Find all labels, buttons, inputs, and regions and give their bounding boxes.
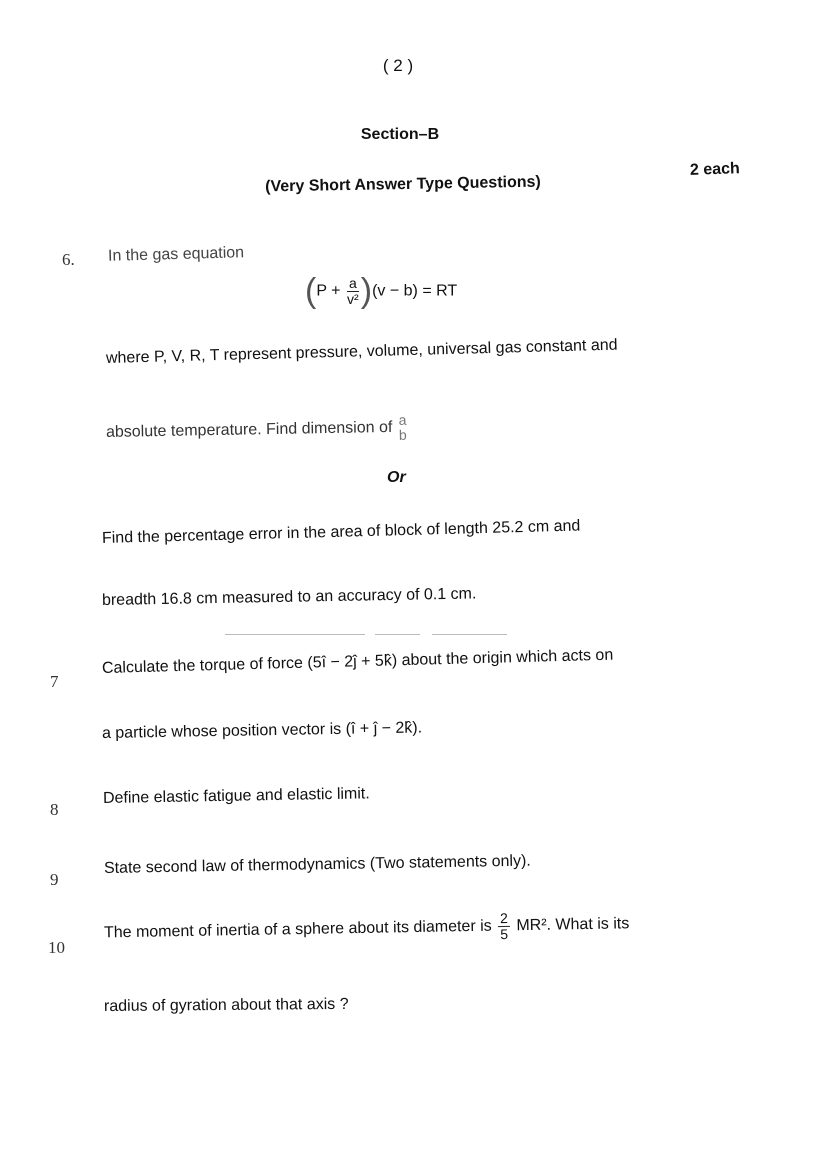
question-text: State second law of thermodynamics (Two statements only). [103, 852, 531, 877]
question-number: 6. [62, 250, 75, 269]
text: absolute temperature. Find dimension of [105, 418, 393, 441]
denominator: 5 [500, 925, 509, 942]
denominator: v² [347, 291, 359, 307]
question-text: Define elastic fatigue and elastic limit. [102, 785, 370, 807]
numerator: a [348, 275, 357, 292]
divider [432, 634, 507, 635]
section-title: Section–B [360, 126, 440, 143]
denominator: b [398, 426, 407, 443]
or-label: Or [387, 469, 406, 486]
fraction [347, 276, 359, 306]
numerator: a [398, 411, 407, 428]
question-text: Calculate the torque of force (5î − 2ĵ + 5k̂) about the origin which acts on [101, 646, 614, 677]
equation-term: (v − b) = RT [372, 282, 458, 300]
question-text: a particle whose position vector is (î + ĵ − 2k̂). [101, 719, 423, 742]
numerator: 2 [498, 911, 510, 927]
question-number: 9 [50, 870, 59, 889]
question-text: where P, V, R, T represent pressure, volume, universal gas constant and [105, 336, 618, 367]
question-text: breadth 16.8 cm measured to an accuracy of 0.1 cm. [101, 585, 477, 609]
question-text [104, 909, 630, 949]
section-subtitle: (Very Short Answer Type Questions) [265, 173, 541, 196]
question-text: Find the percentage error in the area of block of length 25.2 cm and [101, 517, 581, 547]
page-number: ( 2 ) [382, 56, 414, 75]
question-number: 8 [50, 800, 59, 819]
question-number: 10 [48, 938, 65, 957]
divider [375, 634, 420, 635]
paren: ) [360, 272, 373, 310]
equation-term: P + [316, 282, 341, 300]
text: The moment of inertia of a sphere about its diameter is [103, 917, 492, 942]
fraction [399, 413, 407, 443]
question-text: In the gas equation [107, 244, 245, 265]
question-number: 7 [50, 672, 59, 691]
marks-label: 2 each [689, 160, 741, 179]
question-text: radius of gyration about that axis ? [103, 995, 349, 1015]
text: MR². What is its [516, 915, 630, 935]
divider [225, 634, 365, 635]
fraction [498, 911, 510, 942]
question-text [106, 413, 409, 448]
gas-equation [305, 272, 457, 311]
paren: ( [305, 272, 317, 310]
